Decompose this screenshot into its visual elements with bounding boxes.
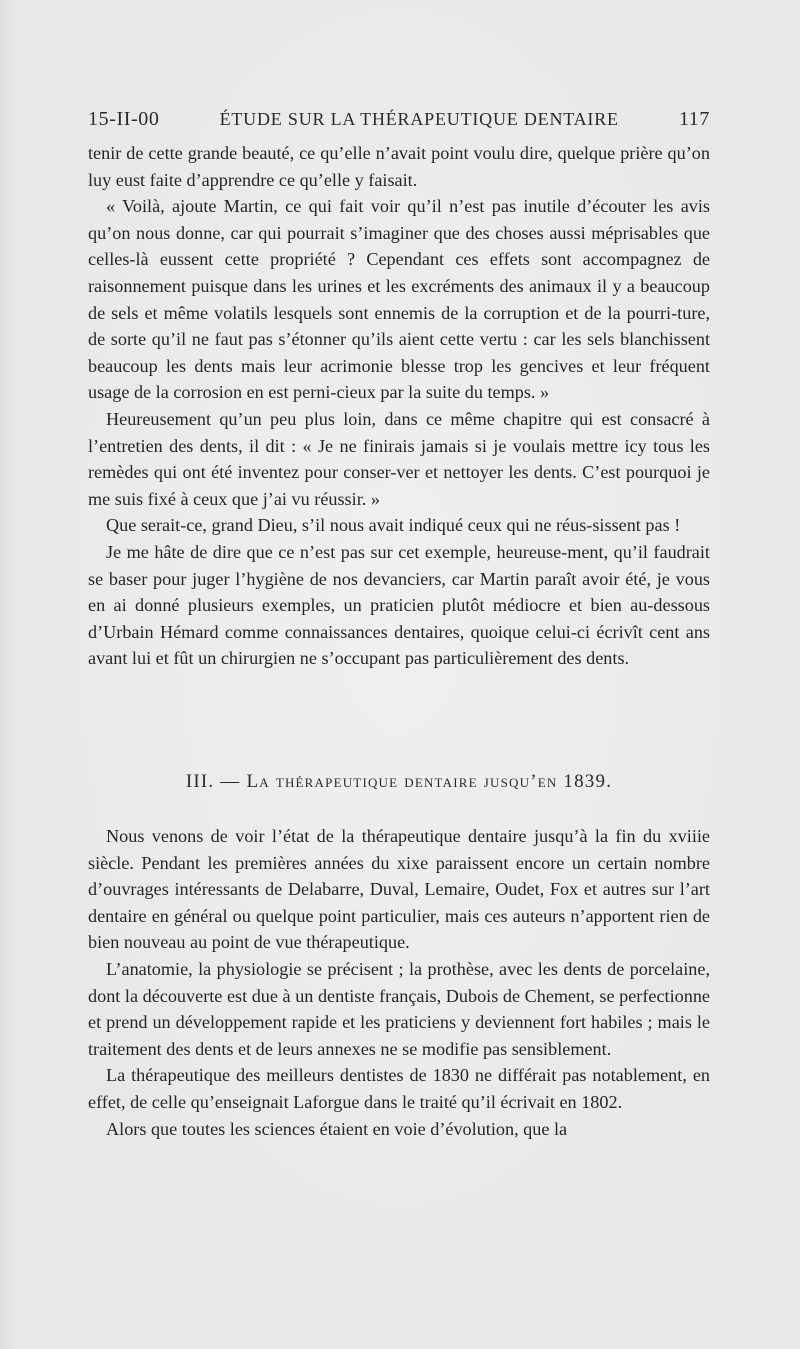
header-title: ÉTUDE SUR LA THÉRAPEUTIQUE DENTAIRE — [219, 109, 619, 129]
paragraph: tenir de cette grande beauté, ce qu’elle n’avait point voulu dire, quelque prière qu’on luy eust faite d’apprendre ce qu’elle y faisait. — [88, 143, 710, 190]
paragraph: Nous venons de voir l’état de la thérapeutique dentaire jusqu’à la fin du xviiie siècle. Pendant les premières années du xixe paraissent encore un certain nombre d’ouvrages intéressants de Delabarre, Duval, Lemaire, Oudet, Fox et autres sur l’art dentaire en général ou quelque point particulier, mais ces auteurs n’apportent rien de bien nouveau au point de vue thérapeutique. — [88, 826, 710, 953]
paragraph: Heureusement qu’un peu plus loin, dans ce même chapitre qui est consacré à l’entretien des dents, il dit : « Je ne finirais jamais si je voulais mettre icy tous les remèdes qui ont été inventez pour conser-ver et nettoyer les dents. C’est pourquoi je me suis fixé à ceux que j’ai vu réussir. » — [88, 408, 710, 509]
paragraph: L’anatomie, la physiologie se précisent ; la prothèse, avec les dents de porcelaine, dont la découverte est due à un dentiste français, Dubois de Chement, se perfectionne et prend un développement rapide et les praticiens y deviennent fort habiles ; mais le traitement des dents et de leurs annexes ne se modifie pas sensiblement. — [88, 958, 710, 1059]
running-header — [88, 108, 710, 134]
paragraph: Alors que toutes les sciences étaient en voie d’évolution, que la — [106, 1118, 568, 1139]
body-text-part-2 — [88, 823, 710, 1142]
section-number: III. — — [185, 771, 241, 792]
paragraph: Je me hâte de dire que ce n’est pas sur cet exemple, heureuse-ment, qu’il faudrait se baser pour juger l’hygiène de nos devanciers, car Martin paraît avoir été, je vous en ai donné plusieurs exemples, un praticien plutôt médiocre et bien au-dessous d’Urbain Hémard comme connaissances dentaires, quoique celui-ci écrivît cent ans avant lui et fût un chirurgien ne s’occupant pas particulièrement des dents. — [88, 541, 710, 669]
section-heading — [88, 771, 710, 793]
page-number: 117 — [678, 108, 710, 130]
header-date-code: 15-II-00 — [88, 108, 160, 130]
paragraph: Que serait-ce, grand Dieu, s’il nous avait indiqué ceux qui ne réus-sissent pas ! — [106, 515, 681, 536]
section-title-text: La thérapeutique dentaire jusqu’en 1839. — [246, 771, 613, 792]
paragraph: La thérapeutique des meilleurs dentistes de 1830 ne différait pas notablement, en effet, de celle qu’enseignait Laforgue dans le traité qu’il écrivait en 1802. — [88, 1065, 710, 1112]
body-text-part-1 — [88, 140, 710, 672]
paragraph: « Voilà, ajoute Martin, ce qui fait voir qu’il n’est pas inutile d’écouter les avis qu’on nous donne, car qui pourrait s’imaginer que des choses aussi méprisables que celles-là eussent cette propriété ? Cependant ces effets sont accompagnez de raisonnement puisque dans les urines et les excréments des animaux il y a beaucoup de sels et même volatils lesquels sont ennemis de la corruption et de la pourri-ture, de sorte qu’il ne faut pas s’étonner qu’ils aient cette vertu : car les sels blanchissent beaucoup les dents mais leur acrimonie blesse trop les gencives et leur fréquent usage de la corrosion en est perni-cieux par la suite du temps. » — [88, 196, 710, 403]
